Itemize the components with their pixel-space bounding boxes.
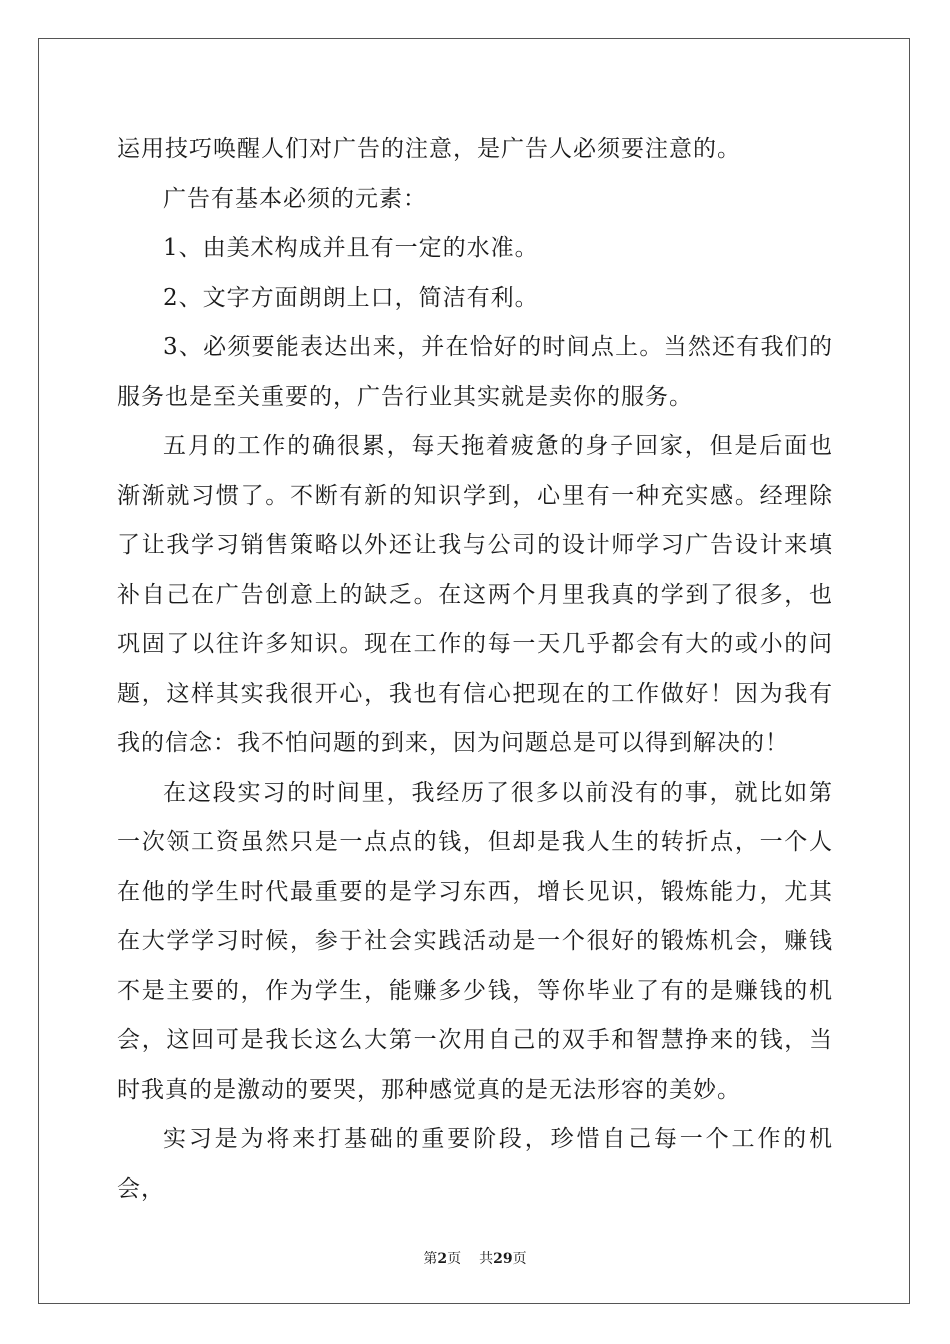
paragraph-continuation: 运用技巧唤醒人们对广告的注意，是广告人必须要注意的。 (117, 136, 741, 162)
paragraph-internship-experience: 在这段实习的时间里，我经历了很多以前没有的事，就比如第一次领工资虽然只是一点点的钱，但却是我人生的转折点，一个人在他的学生时代最重要的是学习东西，增长见识，锻炼能力，尤其在大学学习时候，参于社会实践活动是一个很好的锻炼机会，赚钱不是主要的，作为学生，能赚多少钱，等你毕业了有的是赚钱的机会，这回可是我长这么大第一次用自己的双手和智慧挣来的钱，当时我真的是激动的要哭，那种感觉真的是无法形容的美妙。 (117, 779, 833, 1103)
list-item-3: 3、必须要能表达出来，并在恰好的时间点上。当然还有我们的服务也是至关重要的，广告行业其实就是卖你的服务。 (117, 334, 833, 410)
page-prefix: 第 (423, 1251, 438, 1267)
total-suffix: 页 (512, 1251, 527, 1267)
document-body (117, 125, 833, 1214)
paragraph-elements-intro: 广告有基本必须的元素： (163, 185, 427, 212)
page-suffix: 页 (447, 1251, 462, 1267)
paragraph-may-work: 五月的工作的确很累，每天拖着疲惫的身子回家，但是后面也渐渐就习惯了。不断有新的知识学到，心里有一种充实感。经理除了让我学习销售策略以外还让我与公司的设计师学习广告设计来填补自己在广告创意上的缺乏。在这两个月里我真的学到了很多，也巩固了以往许多知识。现在工作的每一天几乎都会有大的或小的问题，这样其实我很开心，我也有信心把现在的工作做好！因为我有我的信念：我不怕问题的到来，因为问题总是可以得到解决的！ (117, 433, 833, 756)
list-item-2: 2、文字方面朗朗上口，简洁有利。 (163, 284, 539, 311)
paragraph-internship-foundation: 实习是为将来打基础的重要阶段，珍惜自己每一个工作的机会， (117, 1126, 833, 1202)
page-footer (0, 1248, 950, 1268)
total-prefix: 共 (479, 1251, 494, 1267)
list-item-1: 1、由美术构成并且有一定的水准。 (163, 235, 539, 261)
page-number: 2 (437, 1251, 448, 1267)
total-pages: 29 (493, 1251, 513, 1267)
